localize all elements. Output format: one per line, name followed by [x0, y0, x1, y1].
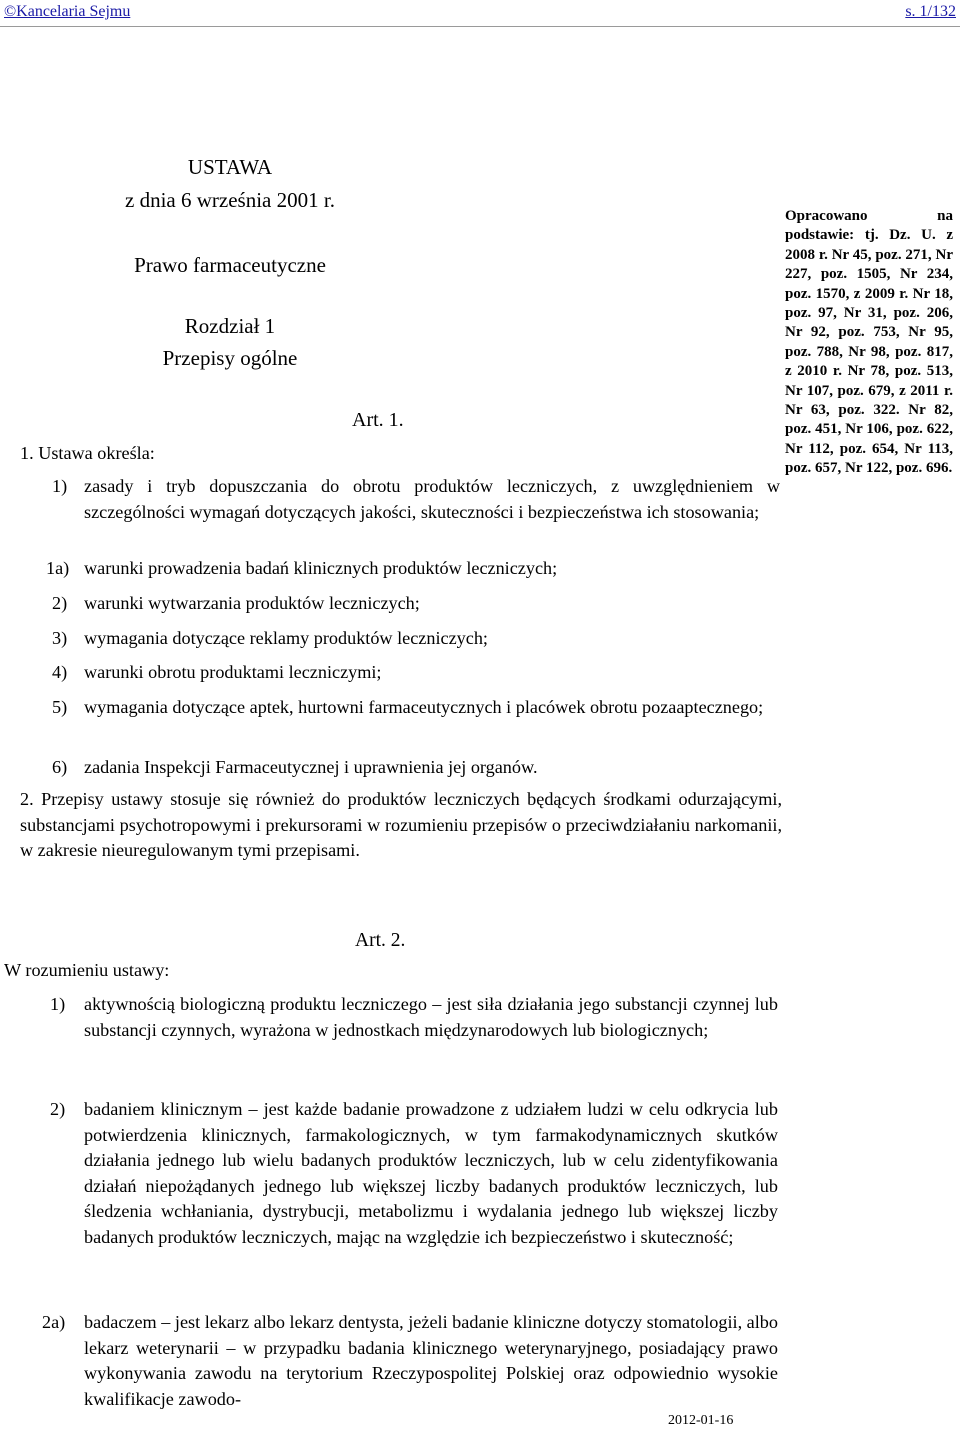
header-source-link[interactable]: ©Kancelaria Sejmu [4, 3, 131, 20]
article-1-item-number: 2) [52, 593, 68, 613]
article-1-item-number: 3) [52, 628, 68, 648]
header-page-number[interactable]: s. 1/132 [905, 3, 956, 20]
article-1-item-text: zadania Inspekcji Farmaceutycznej i uprawnienia jej organów. [84, 757, 538, 777]
source-note: Opracowano na podstawie: tj. Dz. U. z 2008 r. Nr 45, poz. 271, Nr 227, poz. 1505, Nr 234, poz. 1570, z 2009 r. Nr 18, poz. 97, Nr 31, poz. 206, Nr 92, poz. 753, Nr 95, poz. 788, Nr 98, poz. 817, z 2010 r. Nr 78, poz. 513, Nr 107, poz. 679, z 2011 r. Nr 63, poz. 322. Nr 82, poz. 451, Nr 106, poz. 622, Nr 112, poz. 654, Nr 113, poz. 657, Nr 122, poz. 696. [785, 208, 953, 477]
act-name: Prawo farmaceutyczne [134, 253, 326, 277]
article-1-item-text: warunki prowadzenia badań klinicznych produktów leczniczych; [84, 558, 558, 578]
footer-date: 2012-01-16 [668, 1413, 734, 1428]
header-divider [0, 26, 960, 27]
article-1-paragraph-2: 2. Przepisy ustawy stosuje się również do produktów leczniczych będących środkami odurzającymi, substancjami psychotropowymi i prekursorami w rozumieniu przepisów o przeciwdziałaniu narkomanii, w zakresie nieuregulowanym tymi przepisami. [20, 789, 782, 860]
article-2-item-number: 1) [50, 994, 66, 1014]
chapter-number: Rozdział 1 [184, 314, 276, 338]
article-2-intro: W rozumieniu ustawy: [4, 960, 170, 980]
article-1-item-text: warunki obrotu produktami leczniczymi; [84, 662, 382, 682]
article-1-heading: Art. 1. [352, 409, 404, 431]
article-1-item-text: wymagania dotyczące reklamy produktów leczniczych; [84, 628, 488, 648]
article-1-item-number: 1a) [46, 558, 70, 578]
article-1-item-number: 4) [52, 662, 68, 682]
article-1-item-number: 5) [52, 697, 68, 717]
act-type: USTAWA [187, 155, 273, 179]
article-1-item-number: 6) [52, 757, 68, 777]
article-2-item-number: 2) [50, 1099, 66, 1119]
article-2-heading: Art. 2. [355, 930, 406, 951]
article-2-item-number: 2a) [42, 1312, 66, 1332]
article-1-item-text: zasady i tryb dopuszczania do obrotu produktów leczniczych, z uwzględnieniem w szczególności wymagań dotyczących jakości, skuteczności i bezpieczeństwa ich stosowania; [84, 476, 780, 522]
article-2-item-text: badaniem klinicznym – jest każde badanie prowadzone z udziałem ludzi w celu odkrycia lub potwierdzenia klinicznych, farmakologicznych, w tym farmakodynamicznych skutków działania jednego lub wielu badanych produktów leczniczych, lub w celu zidentyfikowania działań niepożądanych jednego lub większej liczby badanych produktów leczniczych, lub śledzenia wchłaniania, dystrybucji, metabolizmu i wydalania jednego lub większej liczby badanych produktów leczniczych, mając na względzie ich bezpieczeństwo i skuteczność; [84, 1099, 778, 1247]
act-date: z dnia 6 września 2001 r. [125, 188, 335, 212]
article-1-paragraph-1-intro: 1. Ustawa określa: [20, 443, 155, 463]
article-2-item-text: badaczem – jest lekarz albo lekarz dentysta, jeżeli badanie kliniczne dotyczy stomatologii, albo lekarz weterynarii – w przypadku badania klinicznego weterynaryjnego, posiadający prawo wykonywania zawodu na terytorium Rzeczypospolitej Polskiej oraz odpowiednio wysokie kwalifikacje zawodo- [84, 1312, 778, 1409]
article-1-item-text: wymagania dotyczące aptek, hurtowni farmaceutycznych i placówek obrotu pozaaptecznego; [84, 697, 764, 717]
chapter-title: Przepisy ogólne [162, 346, 298, 370]
article-2-item-text: aktywnością biologiczną produktu leczniczego – jest siła działania jego substancji czynnej lub substancji czynnych, wyrażona w jednostkach międzynarodowych lub biologicznych; [84, 994, 778, 1040]
article-1-item-number: 1) [52, 476, 68, 496]
article-1-item-text: warunki wytwarzania produktów leczniczych; [84, 593, 420, 613]
